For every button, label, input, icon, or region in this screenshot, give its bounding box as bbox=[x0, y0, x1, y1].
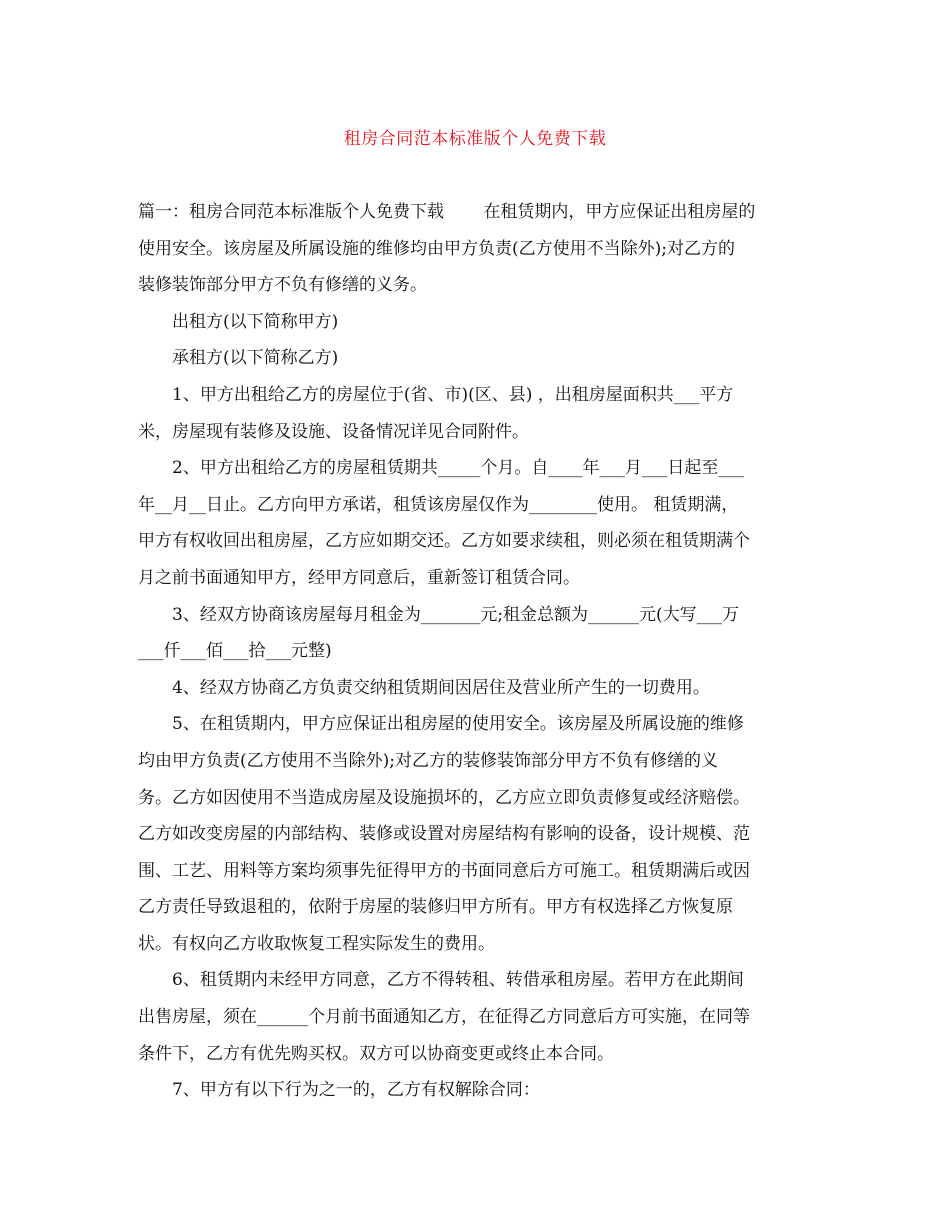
body-line: 务。乙方如因使用不当造成房屋及设施损坏的，乙方应立即负责修复或经济赔偿。 bbox=[138, 787, 750, 808]
body-line: 承租方(以下简称乙方) bbox=[138, 348, 339, 369]
document-title: 租房合同范本标准版个人免费下载 bbox=[343, 129, 607, 149]
body-line: 篇一：租房合同范本标准版个人免费下载 在租赁期内，甲方应保证出租房屋的 bbox=[138, 202, 756, 222]
body-line: 出租方(以下简称甲方) bbox=[138, 311, 339, 332]
body-line: 围、工艺、用料等方案均须事先征得甲方的书面同意后方可施工。租赁期满后或因 bbox=[138, 860, 750, 881]
body-line: 2、甲方出租给乙方的房屋租赁期共_____个月。自____年___月___日起至___ bbox=[138, 458, 744, 479]
body-line: 5、在租赁期内，甲方应保证出租房屋的使用安全。该房屋及所属设施的维修 bbox=[138, 714, 744, 735]
body-line: 3、经双方协商该房屋每月租金为_______元;租金总额为______元(大写___万 bbox=[138, 604, 740, 625]
body-line: 乙方责任导致退租的，依附于房屋的装修归甲方所有。甲方有权选择乙方恢复原 bbox=[138, 897, 733, 918]
body-line: 使用安全。该房屋及所属设施的维修均由甲方负责(乙方使用不当除外);对乙方的 bbox=[138, 238, 735, 259]
body-line: 乙方如改变房屋的内部结构、装修或设置对房屋结构有影响的设备，设计规模、范 bbox=[138, 824, 750, 845]
body-line: 6、租赁期内未经甲方同意，乙方不得转租、转借承租房屋。若甲方在此期间 bbox=[138, 970, 744, 991]
document-body bbox=[138, 194, 814, 1109]
body-line: 条件下，乙方有优先购买权。双方可以协商变更或终止本合同。 bbox=[138, 1043, 614, 1064]
body-line: 7、甲方有以下行为之一的，乙方有权解除合同： bbox=[138, 1080, 540, 1101]
body-line: 年__月__日止。乙方向甲方承诺，租赁该房屋仅作为________使用。 租赁期满， bbox=[138, 494, 739, 515]
body-line: 甲方有权收回出租房屋，乙方应如期交还。乙方如要求续租，则必须在租赁期满个 bbox=[138, 531, 750, 552]
body-line: 1、甲方出租给乙方的房屋位于(省、市)(区、县) ，出租房屋面积共___平方 bbox=[138, 384, 734, 405]
body-line: 状。有权向乙方收取恢复工程实际发生的费用。 bbox=[138, 933, 495, 954]
body-line: 出售房屋，须在______个月前书面通知乙方，在征得乙方同意后方可实施，在同等 bbox=[138, 1007, 750, 1028]
body-line: 月之前书面通知甲方，经甲方同意后，重新签订租赁合同。 bbox=[138, 567, 580, 588]
body-line: 均由甲方负责(乙方使用不当除外);对乙方的装修装饰部分甲方不负有修缮的义 bbox=[138, 750, 718, 771]
body-line: ___仟___佰___拾___元整) bbox=[138, 641, 332, 662]
body-line: 米，房屋现有装修及设施、设备情况详见合同附件。 bbox=[138, 421, 529, 442]
body-line: 装修装饰部分甲方不负有修缮的义务。 bbox=[138, 275, 427, 296]
body-line: 4、经双方协商乙方负责交纳租赁期间因居住及营业所产生的一切费用。 bbox=[138, 677, 710, 698]
